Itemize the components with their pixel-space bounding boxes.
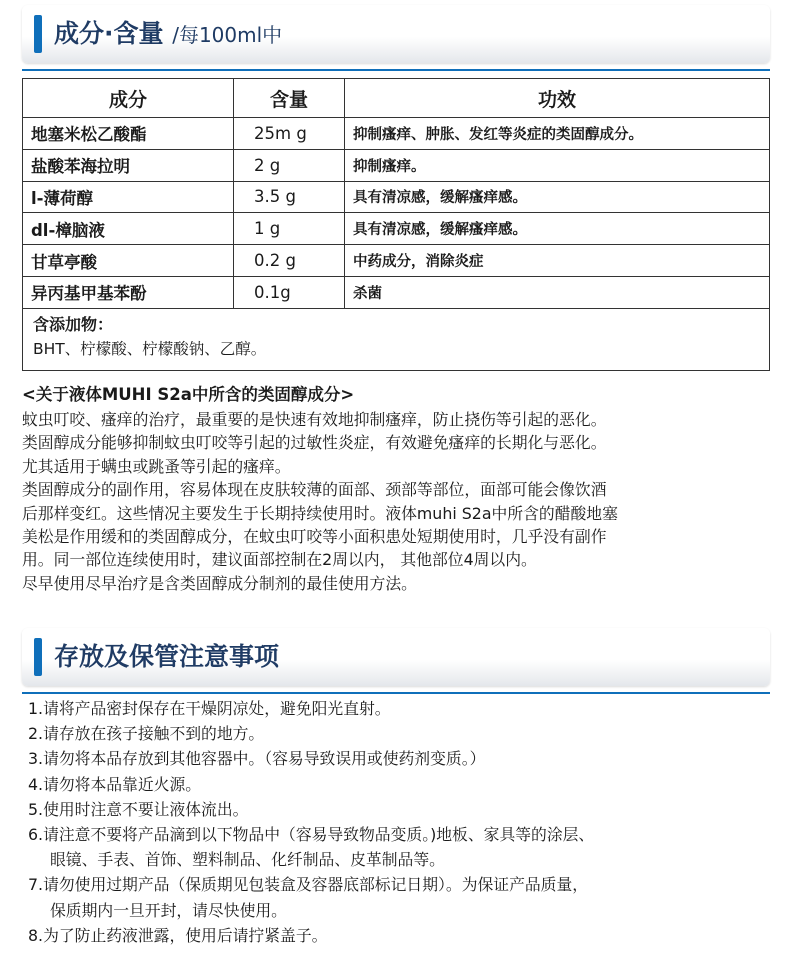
ingredient-effect: 中药成分，消除炎症 — [345, 245, 770, 277]
ingredient-effect: 抑制瘙痒、肿胀、发红等炎症的类固醇成分。 — [345, 118, 770, 150]
list-item-text: 4.请勿将本品靠近火源。 — [28, 774, 202, 794]
paragraph-line: 美松是作用缓和的类固醇成分，在蚊虫叮咬等小面积患处短期使用时，几乎没有副作 — [22, 527, 607, 547]
list-item — [28, 872, 783, 922]
accent-bar — [34, 15, 42, 53]
header-rule — [22, 692, 770, 694]
table-row — [23, 118, 770, 150]
additives-row — [23, 308, 770, 370]
ingredient-amount: 2 g — [234, 149, 345, 181]
paragraph-line: 尤其适用于螨虫或跳蚤等引起的瘙痒。 — [22, 456, 291, 476]
section-title-main: 成分·含量 — [54, 19, 164, 48]
table-row — [23, 213, 770, 245]
list-item-text: 5.使用时注意不要让液体流出。 — [28, 799, 249, 819]
list-item-text: 8.为了防止药液泄露，使用后请拧紧盖子。 — [28, 925, 328, 945]
paragraph-line: 尽早使用尽早治疗是含类固醇成分制剂的最佳使用方法。 — [22, 573, 417, 593]
list-item-continuation: 眼镜、手表、首饰、塑料制品、化纤制品、皮革制品等。 — [50, 850, 445, 870]
ingredient-name: 地塞米松乙酸酯 — [23, 118, 234, 150]
list-item-continuation: 保质期内一旦开封，请尽快使用。 — [50, 900, 287, 920]
accent-bar — [34, 638, 42, 676]
list-item-text: 1.请将产品密封保存在干燥阴凉处，避免阳光直射。 — [28, 699, 391, 718]
list-item-text: 7.请勿使用过期产品（保质期见包装盒及容器底部标记日期）。为保证产品质量， — [28, 875, 589, 895]
header-rule — [22, 69, 770, 71]
ingredient-amount: 0.1g — [234, 276, 345, 308]
ingredient-effect: 抑制瘙痒。 — [345, 149, 770, 181]
storage-section-header — [22, 628, 770, 686]
list-item — [28, 822, 783, 872]
list-item — [28, 797, 783, 822]
ingredient-name: dl-樟脑液 — [23, 213, 234, 245]
steroid-info — [22, 384, 782, 595]
ingredient-name: l-薄荷醇 — [23, 181, 234, 213]
list-item-text: 6.请注意不要将产品滴到以下物品中（容易导致物品变质。)地板、家具等的涂层、 — [28, 825, 595, 845]
list-item — [28, 746, 783, 771]
header-ingredient: 成分 — [23, 79, 234, 118]
list-item — [28, 721, 783, 746]
steroid-info-title: <关于液体MUHI S2a中所含的类固醇成分> — [22, 385, 355, 404]
paragraph-line: 类固醇成分的副作用，容易体现在皮肤较薄的面部、颈部等部位，面部可能会像饮酒 — [22, 480, 607, 500]
ingredient-name: 异丙基甲基苯酚 — [23, 276, 234, 308]
section-title-sub: /每100ml中 — [172, 23, 283, 47]
section-title — [54, 5, 282, 63]
ingredient-amount: 3.5 g — [234, 181, 345, 213]
ingredient-effect: 杀菌 — [345, 276, 770, 308]
list-item — [28, 923, 783, 948]
paragraph-line: 类固醇成分能够抑制蚊虫叮咬等引起的过敏性炎症，有效避免瘙痒的长期化与恶化。 — [22, 433, 607, 453]
table-row — [23, 245, 770, 277]
ingredient-amount: 0.2 g — [234, 245, 345, 277]
table-row — [23, 276, 770, 308]
table-row — [23, 149, 770, 181]
ingredients-section-header — [22, 5, 770, 63]
header-amount: 含量 — [234, 79, 345, 118]
additives-list: BHT、柠檬酸、柠檬酸钠、乙醇。 — [33, 339, 267, 358]
paragraph-line: 蚊虫叮咬、瘙痒的治疗，最重要的是快速有效地抑制瘙痒，防止挠伤等引起的恶化。 — [22, 410, 607, 429]
table-header-row — [23, 79, 770, 118]
list-item — [28, 772, 783, 797]
ingredient-name: 甘草亭酸 — [23, 245, 234, 277]
ingredient-amount: 1 g — [234, 213, 345, 245]
table-row — [23, 181, 770, 213]
list-item-text: 3.请勿将本品存放到其他容器中。（容易导致误用或使药剂变质。） — [28, 749, 486, 769]
additives-title: 含添加物： — [33, 314, 114, 334]
ingredients-table — [22, 78, 770, 371]
ingredient-name: 盐酸苯海拉明 — [23, 149, 234, 181]
storage-list — [28, 696, 783, 948]
section-title: 存放及保管注意事项 — [54, 642, 280, 671]
header-effect: 功效 — [345, 79, 770, 118]
paragraph-line: 后那样变红。这些情况主要发生于长期持续使用时。液体muhi S2a中所含的醋酸地塞 — [22, 503, 618, 523]
paragraph-line: 用。同一部位连续使用时，建议面部控制在2周以内， 其他部位4周以内。 — [22, 550, 537, 570]
list-item-text: 2.请存放在孩子接触不到的地方。 — [28, 724, 265, 744]
list-item — [28, 696, 783, 721]
ingredient-amount: 25m g — [234, 118, 345, 150]
ingredient-effect: 具有清凉感，缓解瘙痒感。 — [345, 181, 770, 213]
ingredient-effect: 具有清凉感，缓解瘙痒感。 — [345, 213, 770, 245]
additives-cell — [23, 308, 770, 370]
